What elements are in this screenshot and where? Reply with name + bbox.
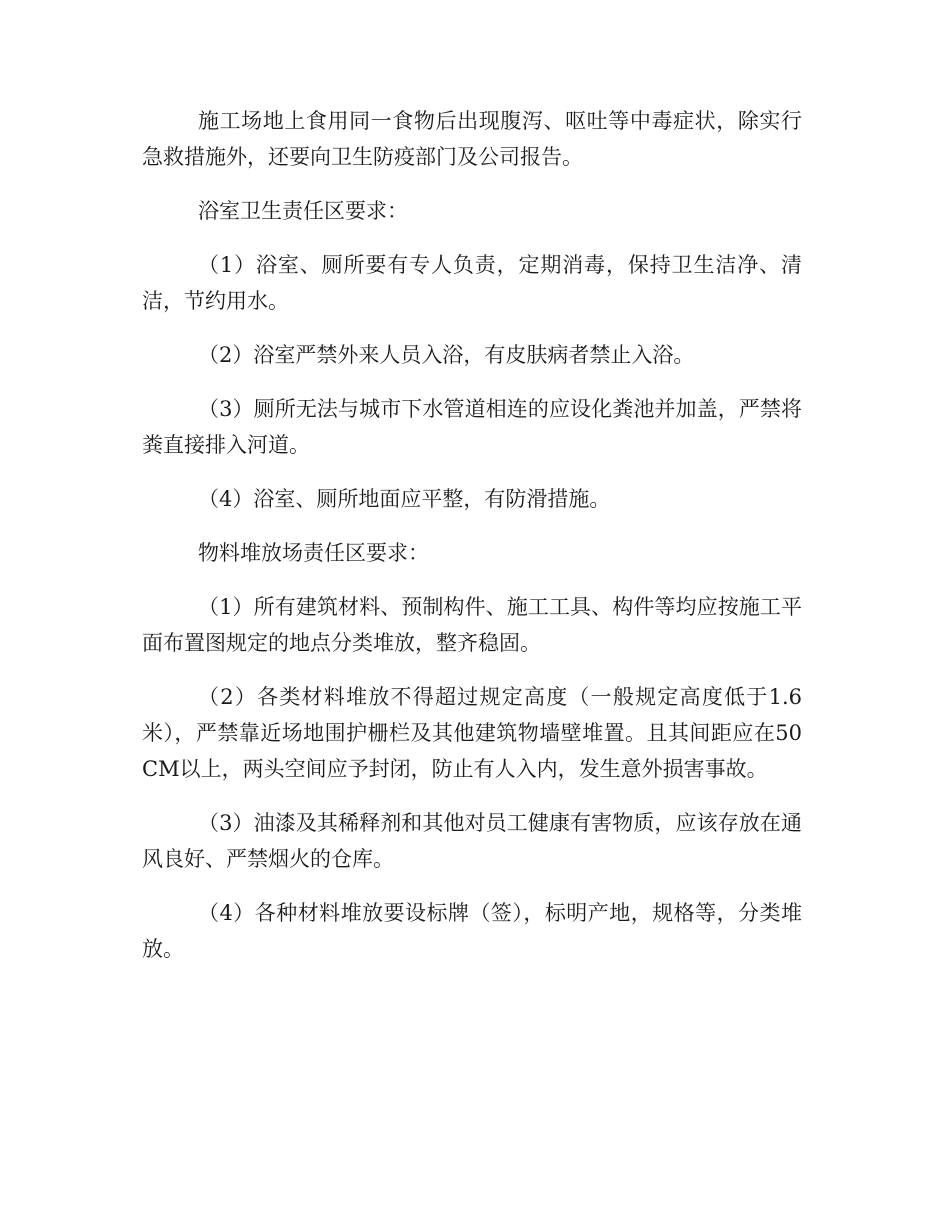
paragraph-bathroom-item-1: （1）浴室、厕所要有专人负责，定期消毒，保持卫生洁净、清洁，节约用水。 — [142, 253, 802, 313]
document-body — [142, 103, 802, 985]
paragraph-bathroom-item-2: （2）浴室严禁外来人员入浴，有皮肤病者禁止入浴。 — [198, 343, 695, 367]
heading-material-storage-requirements: 物料堆放场责任区要求： — [198, 541, 429, 565]
paragraph-storage-item-3: （3）油漆及其稀释剂和其他对员工健康有害物质，应该存放在通风良好、严禁烟火的仓库。 — [142, 811, 802, 871]
paragraph-food-poisoning: 施工场地上食用同一食物后出现腹泻、呕吐等中毒症状，除实行急救措施外，还要向卫生防疫部门及公司报告。 — [142, 109, 802, 169]
paragraph-bathroom-item-3: （3）厕所无法与城市下水管道相连的应设化粪池并加盖，严禁将粪直接排入河道。 — [142, 397, 802, 457]
paragraph-storage-item-4: （4）各种材料堆放要设标牌（签），标明产地，规格等，分类堆放。 — [142, 901, 802, 961]
paragraph-storage-item-2: （2）各类材料堆放不得超过规定高度（一般规定高度低于1.6米），严禁靠近场地围护栅栏及其他建筑物墙壁堆置。且其间距应在50CM以上，两头空间应予封闭，防止有人入内，发生意外损害事故。 — [142, 685, 802, 781]
paragraph-bathroom-item-4: （4）浴室、厕所地面应平整，有防滑措施。 — [198, 487, 611, 511]
paragraph-storage-item-1: （1）所有建筑材料、预制构件、施工工具、构件等均应按施工平面布置图规定的地点分类堆放，整齐稳固。 — [142, 595, 802, 655]
heading-bathroom-requirements: 浴室卫生责任区要求： — [198, 199, 408, 223]
